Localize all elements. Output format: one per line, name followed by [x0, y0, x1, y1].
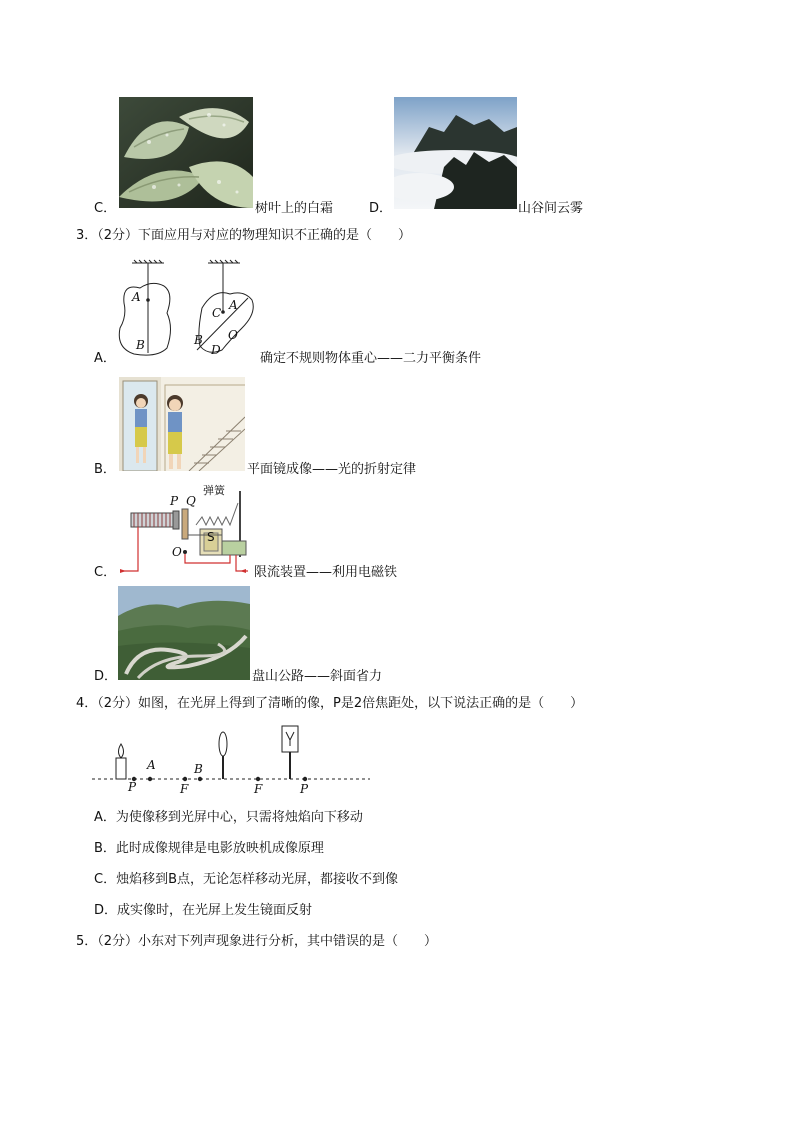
q3-option-a-caption: 确定不规则物体重心——二力平衡条件: [260, 351, 482, 366]
q3-option-c-letter: C．: [94, 565, 117, 580]
label-b: B: [194, 762, 203, 776]
q4-option-c: C．烛焰移到B点，无论怎样移动光屏，都接收不到像: [94, 872, 398, 887]
label-p2: P: [300, 782, 309, 796]
label-f1: F: [180, 782, 189, 796]
q3-option-b-caption: 平面镜成像——光的折射定律: [247, 462, 417, 477]
label-p: P: [170, 494, 179, 508]
label-s: S: [207, 530, 215, 544]
gravity-center-diagram: [112, 258, 262, 358]
label-spring: 弹簧: [203, 484, 225, 497]
label-b2: B: [194, 333, 203, 347]
frost-leaves-image: [119, 97, 253, 208]
label-a: A: [147, 758, 156, 772]
option-d-letter: D．: [369, 201, 393, 216]
label-a2: A: [229, 298, 238, 312]
option-c-letter: C．: [94, 201, 117, 216]
question-4-stem: 4．（2分）如图，在光屏上得到了清晰的像，P是2倍焦距处，以下说法正确的是（ ）: [76, 696, 584, 711]
q4-option-d: D．成实像时，在光屏上发生镜面反射: [94, 903, 313, 918]
lens-bench-diagram: [92, 722, 372, 800]
label-d: D: [211, 343, 221, 357]
current-limiter-diagram: [118, 481, 248, 577]
q3-option-a-letter: A．: [94, 351, 116, 366]
label-f2: F: [254, 782, 263, 796]
label-p1: P: [128, 780, 137, 794]
label-q: Q: [186, 494, 196, 508]
option-c-caption: 树叶上的白霜: [255, 201, 334, 216]
label-o: O: [228, 328, 238, 342]
question-3-stem: 3．（2分）下面应用与对应的物理知识不正确的是（ ）: [76, 228, 412, 243]
mountain-road-image: [118, 586, 250, 680]
label-c: C: [212, 306, 222, 320]
plane-mirror-image: [119, 377, 245, 471]
valley-clouds-image: [394, 97, 517, 209]
q4-option-b: B．此时成像规律是电影放映机成像原理: [94, 841, 324, 856]
q3-option-d-caption: 盘山公路——斜面省力: [252, 669, 383, 684]
q3-option-b-letter: B．: [94, 462, 116, 477]
label-a: A: [132, 290, 141, 304]
question-5-stem: 5．（2分）小东对下列声现象进行分析，其中错误的是（ ）: [76, 934, 438, 949]
q4-option-a: A．为使像移到光屏中心，只需将烛焰向下移动: [94, 810, 363, 825]
label-o: O: [172, 545, 182, 559]
q3-option-d-letter: D．: [94, 669, 118, 684]
label-b: B: [136, 338, 145, 352]
option-d-caption: 山谷间云雾: [518, 201, 584, 216]
q3-option-c-caption: 限流装置——利用电磁铁: [254, 565, 398, 580]
